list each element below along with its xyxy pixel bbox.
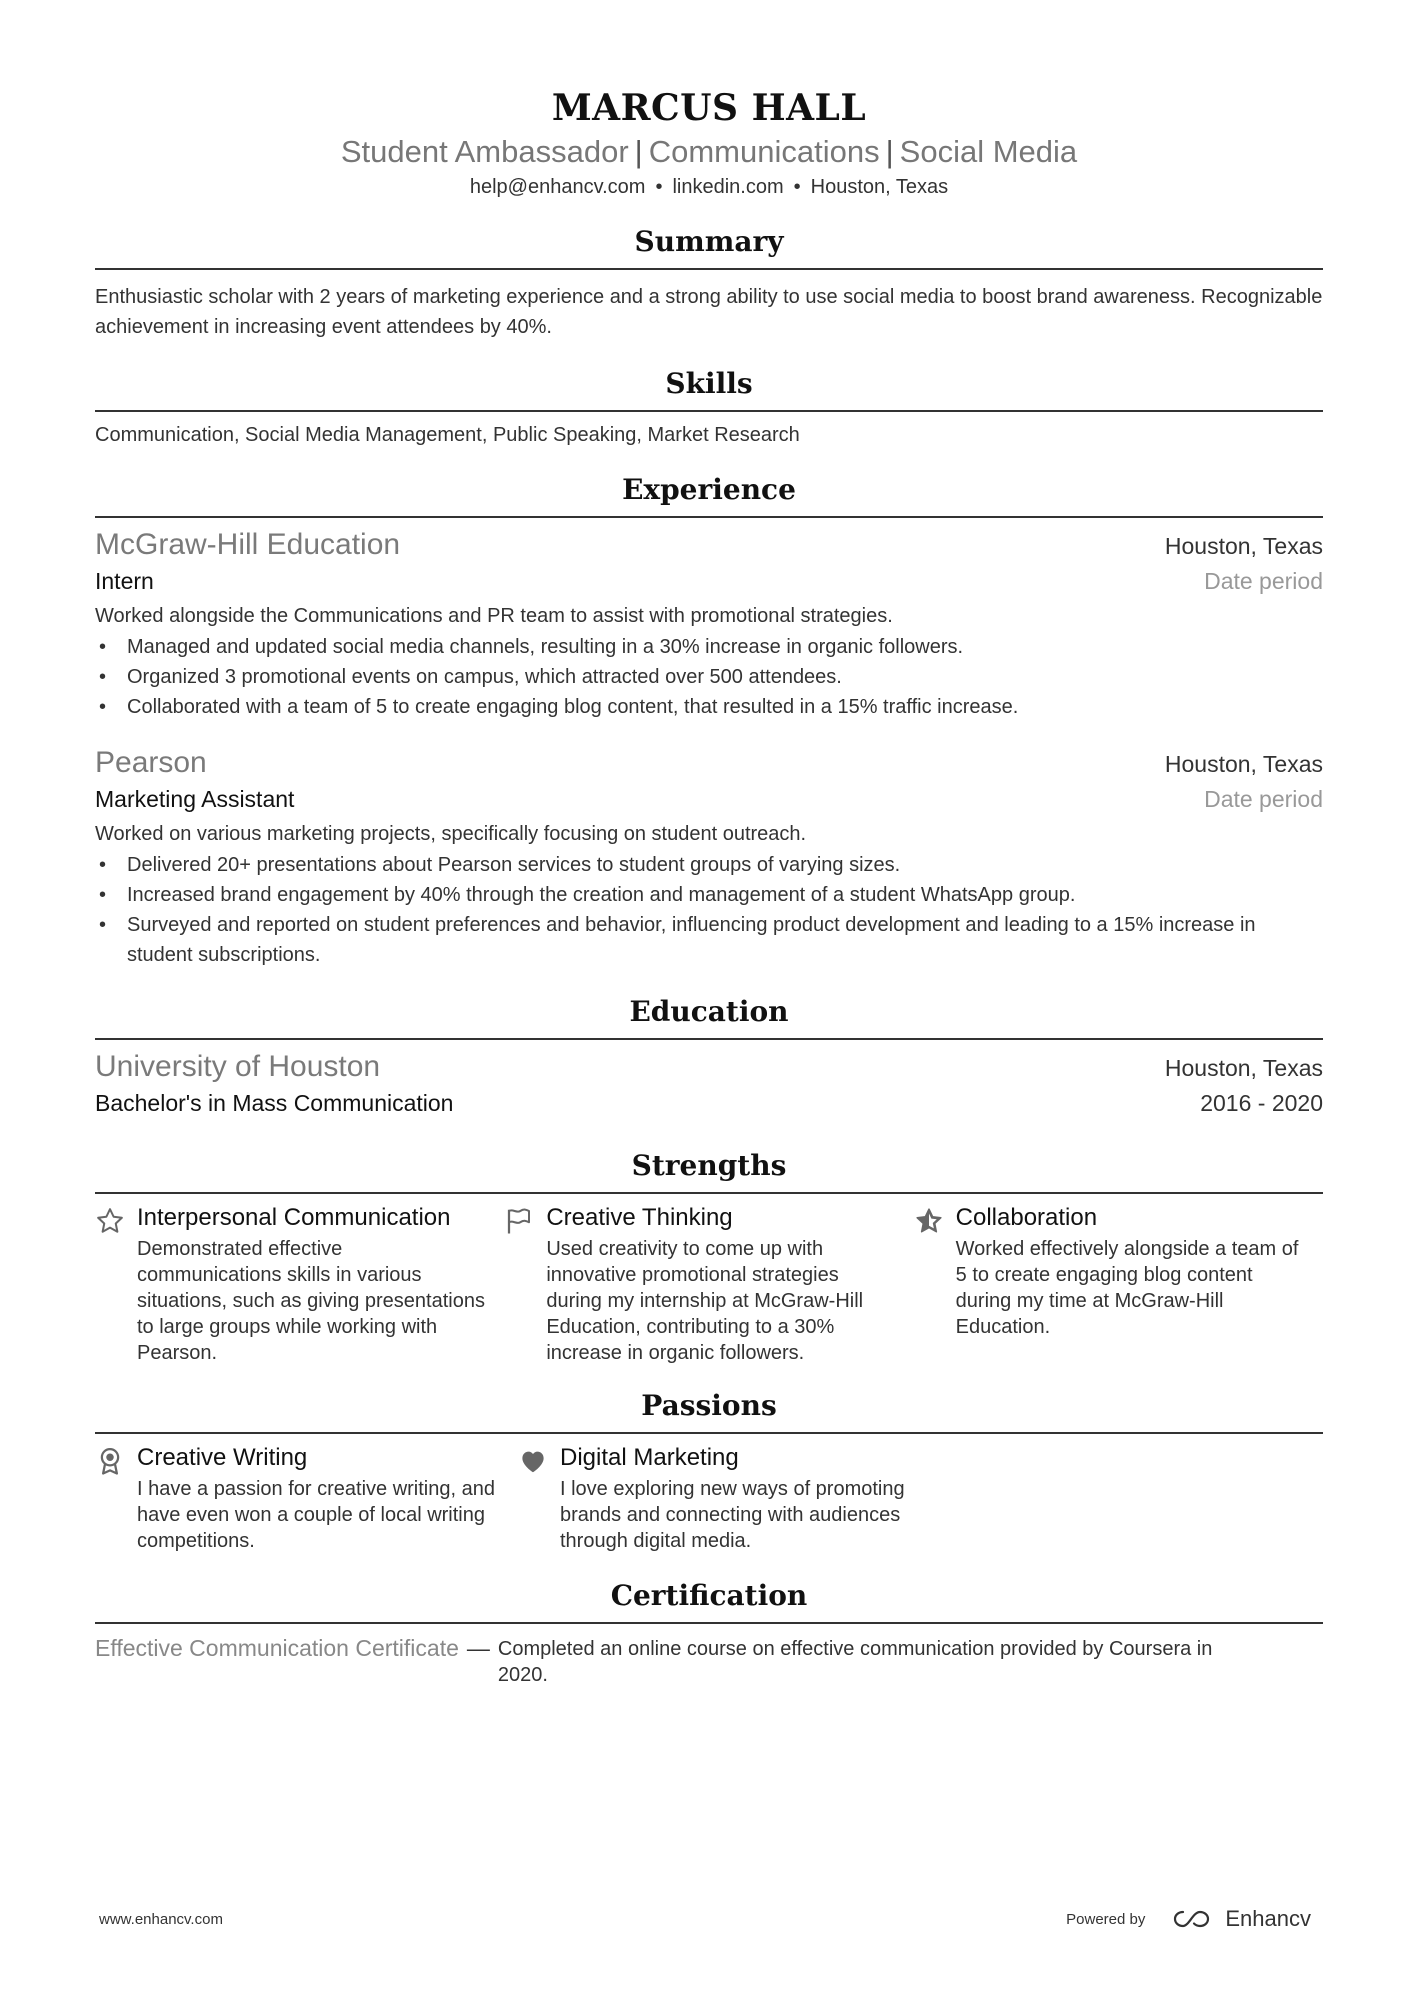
experience-header-row xyxy=(95,526,1323,564)
certification-section xyxy=(95,1576,1323,1688)
experience-section xyxy=(95,470,1323,970)
education-dates: 2016 - 2020 xyxy=(1200,1090,1323,1116)
job-description: Worked alongside the Communications and PR team to assist with promotional strategies. xyxy=(95,605,893,627)
company-name: McGraw-Hill Education xyxy=(95,528,401,561)
strength-description: Demonstrated effective communications skills in various situations, such as giving presentations to large groups while working with Pearson. xyxy=(137,1238,485,1364)
passion-title: Digital Marketing xyxy=(560,1444,739,1471)
resume-header xyxy=(95,0,1323,200)
strengths-grid xyxy=(95,1194,1323,1366)
footer-website-link[interactable]: www.enhancv.com xyxy=(99,1910,223,1928)
strength-item xyxy=(95,1202,504,1366)
contact-location: Houston, Texas xyxy=(810,176,949,198)
headline-role-3: Social Media xyxy=(899,134,1078,169)
passions-section xyxy=(95,1386,1323,1554)
company-name: Pearson xyxy=(95,746,207,779)
passion-description: I have a passion for creative writing, and have even won a couple of local writing competitions. xyxy=(137,1478,495,1552)
award-icon xyxy=(95,1442,137,1554)
experience-entry xyxy=(95,744,1323,970)
section-title-certification: Certification xyxy=(95,1576,1323,1624)
education-header-row xyxy=(95,1048,1323,1086)
school-name: University of Houston xyxy=(95,1050,381,1083)
headline xyxy=(95,132,1323,172)
skills-text: Communication, Social Media Management, Public Speaking, Market Research xyxy=(95,424,800,446)
passion-item xyxy=(518,1442,941,1554)
strength-title: Collaboration xyxy=(955,1204,1098,1231)
section-title-education: Education xyxy=(95,992,1323,1040)
degree: Bachelor's in Mass Communication xyxy=(95,1090,454,1116)
achievement-item: • Organized 3 promotional events on campus, which attracted over 500 attendees. xyxy=(95,662,1323,692)
section-title-passions: Passions xyxy=(95,1386,1323,1434)
resume-page xyxy=(95,0,1323,1688)
experience-role-row xyxy=(95,564,1323,598)
school-location: Houston, Texas xyxy=(1164,1055,1323,1081)
education-section xyxy=(95,992,1323,1120)
achievement-list xyxy=(95,850,1323,970)
headline-role-2: Communications xyxy=(648,134,880,169)
passions-grid xyxy=(95,1434,1323,1554)
passion-title: Creative Writing xyxy=(137,1444,308,1471)
achievement-item: • Managed and updated social media channels, resulting in a 30% increase in organic followers. xyxy=(95,632,1323,662)
strengths-section xyxy=(95,1146,1323,1366)
passion-description: I love exploring new ways of promoting brands and connecting with audiences through digital media. xyxy=(560,1478,905,1552)
achievement-item: • Collaborated with a team of 5 to create engaging blog content, that resulted in a 15% traffic increase. xyxy=(95,692,1323,722)
certificate-dash: — xyxy=(466,1635,490,1661)
experience-entry xyxy=(95,526,1323,722)
section-title-skills: Skills xyxy=(95,364,1323,412)
job-date: Date period xyxy=(1204,786,1323,812)
strength-title: Creative Thinking xyxy=(546,1204,733,1231)
experience-role-row xyxy=(95,782,1323,816)
contact-linkedin[interactable]: linkedin.com xyxy=(672,176,784,198)
experience-list xyxy=(95,518,1323,970)
achievement-item: • Increased brand engagement by 40% through the creation and management of a student WhatsApp group. xyxy=(95,880,1323,910)
skills-section xyxy=(95,364,1323,450)
job-description: Worked on various marketing projects, specifically focusing on student outreach. xyxy=(95,823,807,845)
brand-logo[interactable] xyxy=(1171,1906,1311,1932)
headline-separator: | xyxy=(634,134,643,169)
star-half-icon xyxy=(914,1202,956,1366)
achievement-list xyxy=(95,632,1323,722)
education-degree-row xyxy=(95,1086,1323,1120)
strength-item xyxy=(504,1202,913,1366)
strength-item xyxy=(914,1202,1323,1366)
job-title: Marketing Assistant xyxy=(95,786,295,812)
headline-separator: | xyxy=(885,134,894,169)
job-location: Houston, Texas xyxy=(1164,751,1323,777)
section-title-strengths: Strengths xyxy=(95,1146,1323,1194)
certification-entry xyxy=(95,1624,1323,1688)
section-title-experience: Experience xyxy=(95,470,1323,518)
job-location: Houston, Texas xyxy=(1164,533,1323,559)
strength-description: Worked effectively alongside a team of 5 to create engaging blog content during my time at McGraw-Hill Education. xyxy=(955,1238,1299,1338)
infinity-logo-icon xyxy=(1171,1908,1217,1930)
passion-item xyxy=(95,1442,518,1554)
resume-footer xyxy=(99,1906,1311,1932)
strength-title: Interpersonal Communication xyxy=(137,1204,451,1231)
footer-branding xyxy=(1066,1906,1311,1932)
certificate-description: Completed an online course on effective communication provided by Coursera in 2020. xyxy=(497,1638,1213,1686)
powered-by-label: Powered by xyxy=(1066,1910,1146,1928)
summary-section xyxy=(95,222,1323,342)
contact-line xyxy=(95,174,1323,200)
strength-description: Used creativity to come up with innovative promotional strategies during my internship at McGraw-Hill Education, contributing to a 30% increase in organic followers. xyxy=(546,1238,864,1364)
job-date: Date period xyxy=(1204,568,1323,594)
job-title: Intern xyxy=(95,568,154,594)
contact-separator: • xyxy=(655,176,663,198)
experience-header-row xyxy=(95,744,1323,782)
achievement-item: • Surveyed and reported on student preferences and behavior, influencing product development and leading to a 15% increase in student subscriptions. xyxy=(95,910,1323,970)
flag-icon xyxy=(504,1202,546,1366)
summary-text: Enthusiastic scholar with 2 years of marketing experience and a strong ability to use social media to boost brand awareness. Recognizable achievement in increasing event attendees by 40%. xyxy=(95,286,1323,338)
heart-icon xyxy=(518,1442,560,1554)
headline-role-1: Student Ambassador xyxy=(340,134,629,169)
star-outline-icon xyxy=(95,1202,137,1366)
certificate-name: Effective Communication Certificate xyxy=(95,1635,459,1661)
achievement-item: • Delivered 20+ presentations about Pearson services to student groups of varying sizes. xyxy=(95,850,1323,880)
education-entry xyxy=(95,1040,1323,1120)
section-title-summary: Summary xyxy=(95,222,1323,270)
brand-name: Enhancv xyxy=(1225,1906,1311,1931)
contact-separator: • xyxy=(793,176,801,198)
contact-email[interactable]: help@enhancv.com xyxy=(469,176,646,198)
candidate-name: MARCUS HALL xyxy=(551,87,867,129)
